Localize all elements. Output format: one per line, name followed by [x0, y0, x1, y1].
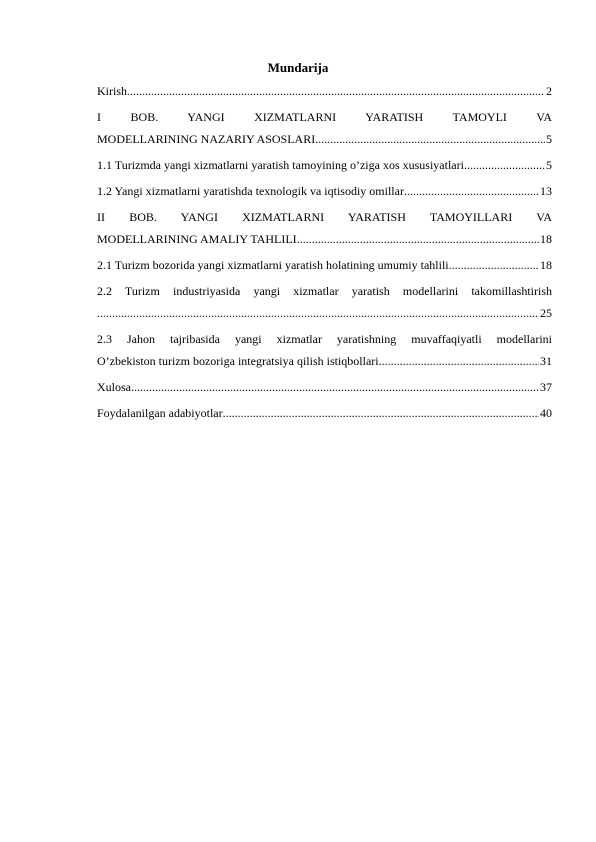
toc-page-number: 18	[540, 258, 552, 272]
toc-page-number: 5	[546, 132, 552, 146]
toc-page-number: 25	[540, 306, 552, 320]
dot-leader	[315, 128, 545, 150]
toc-page-number: 37	[540, 380, 552, 394]
toc-page-number: 2	[546, 84, 552, 98]
toc-page-number: 13	[540, 184, 552, 198]
toc-entry-1-2[interactable]	[97, 180, 552, 202]
dot-leader	[379, 350, 539, 372]
toc-page-number: 31	[540, 354, 552, 368]
toc-entry-chapter-1[interactable]	[97, 106, 552, 150]
toc-page-number: 5	[546, 158, 552, 172]
toc-entry-text: 1.2 Yangi xizmatlarni yaratishda texnologik va iqtisodiy omillar	[97, 184, 404, 198]
toc-entry-text: Xulosa	[97, 380, 131, 394]
toc-page-number: 40	[540, 406, 552, 420]
dot-leader	[131, 376, 539, 398]
toc-entry-2-3[interactable]	[97, 328, 552, 372]
toc-entry-adabiyotlar[interactable]	[97, 402, 552, 424]
toc-entry-text-line2: MODELLARINING NAZARIY ASOSLARI	[97, 132, 316, 146]
toc-entry-text: 2.3 Jahon tajribasida yangi xizmatlar yaratishning muvaffaqiyatli modellarini	[97, 332, 552, 346]
dot-leader	[127, 80, 545, 102]
dot-leader	[297, 228, 539, 250]
table-of-contents	[97, 80, 552, 424]
toc-entry-2-1[interactable]	[97, 254, 552, 276]
dot-leader	[464, 154, 545, 176]
toc-entry-2-2[interactable]	[97, 280, 552, 324]
toc-entry-text-line2: O’zbekiston turizm bozoriga integratsiya qilish istiqbollari	[97, 354, 379, 368]
toc-entry-text: II BOB. YANGI XIZMATLARNI YARATISH TAMOYILLARI VA	[97, 210, 552, 224]
dot-leader	[404, 180, 539, 202]
toc-entry-text: 1.1 Turizmda yangi xizmatlarni yaratish tamoyining o’ziga xos xususiyatlari	[97, 158, 464, 172]
toc-page-number: 18	[540, 232, 552, 246]
toc-entry-text: Foydalanilgan adabiyotlar	[97, 406, 223, 420]
toc-entry-1-1[interactable]	[97, 154, 552, 176]
toc-entry-kirish[interactable]	[97, 80, 552, 102]
toc-entry-chapter-2[interactable]	[97, 206, 552, 250]
dot-leader	[449, 254, 539, 276]
dot-leader	[223, 402, 539, 424]
toc-entry-text: 2.1 Turizm bozorida yangi xizmatlarni yaratish holatining umumiy tahlili	[97, 258, 449, 272]
dot-leader	[97, 302, 539, 324]
toc-entry-text: 2.2 Turizm industriyasida yangi xizmatlar yaratish modellarini takomillashtirish	[97, 284, 552, 298]
toc-entry-xulosa[interactable]	[97, 376, 552, 398]
toc-entry-text-line2: MODELLARINING AMALIY TAHLILI	[97, 232, 297, 246]
toc-entry-text: Kirish	[97, 84, 127, 98]
toc-entry-text: I BOB. YANGI XIZMATLARNI YARATISH TAMOYLI VA	[97, 110, 552, 124]
toc-title: Mundarija	[267, 60, 329, 75]
